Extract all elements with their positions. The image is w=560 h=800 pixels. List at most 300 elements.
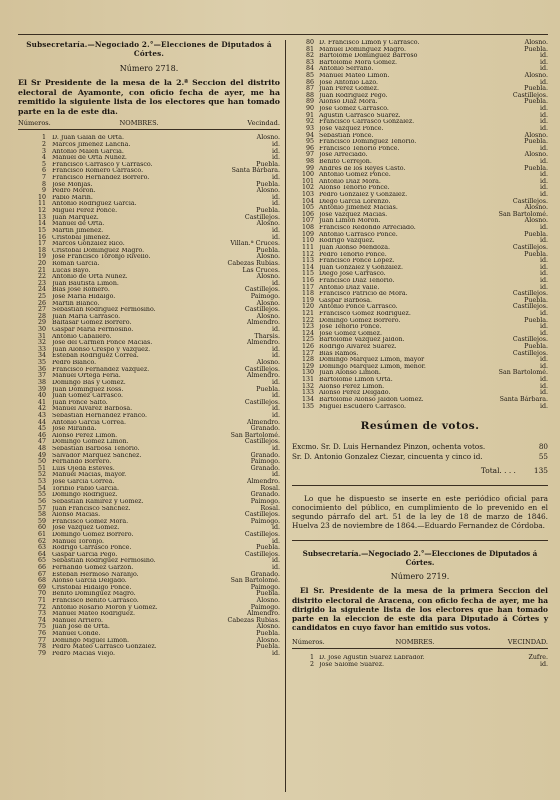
elector-name: José Antonio Lazo. <box>319 79 378 86</box>
elector-number: 125 <box>301 336 314 344</box>
elector-town: Alosno. <box>256 623 280 631</box>
elector-name: Gaspar Barbosa. <box>319 297 373 304</box>
elector-town: id. <box>271 352 280 360</box>
elector-number: 7 <box>41 174 46 182</box>
list-item <box>292 192 548 199</box>
elector-name: Bartolomé Limon Orta. <box>319 377 393 384</box>
elector-name: D. José Agustin Suarez Labrador. <box>319 655 425 662</box>
list-item <box>18 472 280 479</box>
elector-name: Francisco Fernandez Vazquez. <box>52 366 150 373</box>
elector-name: Juan Dominguez Ross. <box>52 386 124 393</box>
elector-town: id. <box>271 279 280 287</box>
elector-list <box>18 135 280 657</box>
elector-name: Pablo Marin. <box>52 194 93 201</box>
elector-name: Pedro Mateo Carrasco Gonzalez. <box>52 644 157 651</box>
elector-town: Castillejos. <box>512 290 548 298</box>
elector-name: Manuel Mateo Rodriguez. <box>52 611 136 618</box>
header-names-2: NOMBRES. <box>395 638 435 647</box>
elector-town: Paimogo. <box>250 497 280 505</box>
list-item <box>18 380 280 387</box>
list-item <box>292 238 548 245</box>
elector-name: Domingo Márquez Limon, mayor <box>319 357 425 364</box>
elector-number: 100 <box>301 171 314 179</box>
elector-number: 53 <box>37 478 46 486</box>
elector-town: id. <box>539 177 548 185</box>
elector-number: 82 <box>305 52 314 60</box>
elector-number: 23 <box>37 279 46 287</box>
list-item <box>292 40 548 47</box>
elector-name: Antonio Gomez Ponce. <box>319 172 391 179</box>
list-item <box>292 331 548 338</box>
elector-town: Alosno. <box>524 204 548 212</box>
elector-number: 22 <box>37 273 46 281</box>
elector-town: Alosno. <box>524 72 548 80</box>
elector-number: 130 <box>301 369 314 377</box>
elector-name: Manuel de Orta Nuñez. <box>52 155 127 162</box>
elector-name: Bartolomé Mora Gomez. <box>319 59 398 66</box>
elector-number: 120 <box>301 303 314 311</box>
elector-number: 81 <box>305 45 314 53</box>
list-item <box>18 578 280 585</box>
elector-number: 60 <box>37 524 46 532</box>
elector-number: 41 <box>37 398 46 406</box>
elector-name: Fernando Gomez Garzon. <box>52 564 134 571</box>
elector-number: 85 <box>305 72 314 80</box>
elector-number: 73 <box>37 610 46 618</box>
elector-name: José Salomé Suarez. <box>319 661 385 668</box>
list-item <box>292 225 548 232</box>
elector-name: Sebastian Ramirez y Gomez. <box>52 498 144 505</box>
elector-number: 87 <box>305 85 314 93</box>
elector-town: id. <box>539 237 548 245</box>
list-item <box>18 433 280 440</box>
header-numbers: Números. <box>18 119 51 128</box>
elector-town: Puebla. <box>524 343 548 351</box>
elector-town: Paimogo. <box>250 293 280 300</box>
elector-town: id. <box>271 345 280 353</box>
elector-number: 62 <box>37 537 46 545</box>
list-item <box>18 241 280 248</box>
elector-town: id. <box>539 184 548 192</box>
elector-number: 123 <box>301 323 314 331</box>
elector-name: Agustin Carrasco Suarez. <box>319 112 401 119</box>
elector-number: 58 <box>37 511 46 519</box>
elector-number: 79 <box>37 649 46 657</box>
elector-name: Juan María Carrasco. <box>52 313 121 320</box>
elector-town: Almendro. <box>246 610 280 618</box>
elector-name: Alonso Macías. <box>52 512 101 519</box>
list-item <box>18 149 280 156</box>
elector-name: Francisco Patricio de Mora. <box>319 291 408 298</box>
list-item <box>18 274 280 281</box>
list-item <box>292 404 548 411</box>
list-item <box>18 598 280 605</box>
elector-town: San Bartolomé. <box>498 369 548 377</box>
elector-number: 102 <box>301 184 314 192</box>
elector-town: Alosno. <box>256 220 280 228</box>
elector-name: Juan Alonso Crespo y Vazquez. <box>52 346 151 353</box>
elector-town: Puebla. <box>524 164 548 172</box>
list-item <box>18 413 280 420</box>
list-item <box>18 360 280 367</box>
list-item <box>18 367 280 374</box>
elector-number: 128 <box>301 356 314 364</box>
elector-town: Alosno. <box>524 131 548 139</box>
list-item <box>18 624 280 631</box>
elector-number: 127 <box>301 349 314 357</box>
elector-name: Francisco Dominguez Tenorio. <box>319 139 417 146</box>
elector-town: id. <box>539 171 548 179</box>
elector-number: 80 <box>305 39 314 46</box>
list-item <box>18 506 280 513</box>
elector-name: Antonio Jimenez Macías. <box>319 205 398 212</box>
header-numbers-2: Números. <box>292 638 325 647</box>
elector-name: Manuel Ortega Feria. <box>52 373 121 380</box>
list-item <box>292 185 548 192</box>
elector-name: Sebastian Ponce. <box>319 132 374 139</box>
elector-town: id. <box>539 105 548 113</box>
elector-name: Antonio Caballero. <box>52 333 112 340</box>
elector-town: id. <box>539 270 548 278</box>
elector-town: Alosno. <box>256 312 280 320</box>
list-item <box>292 80 548 87</box>
elector-town: Alosno. <box>256 187 280 195</box>
elector-name: Sebastian Barbosa Tenorio. <box>52 446 140 453</box>
list-item <box>292 93 548 100</box>
elector-town: id. <box>539 124 548 132</box>
elector-name: Martin Blanco. <box>52 300 100 307</box>
elector-number: 6 <box>41 167 46 175</box>
list-item <box>18 644 280 651</box>
elector-name: Francisco Ponce Lopez. <box>319 258 395 265</box>
list-item <box>18 314 280 321</box>
elector-name: Diego José Carrasco. <box>319 271 386 278</box>
elector-name: Juan Alonso Limon. <box>319 370 381 377</box>
elector-town: Tharsis. <box>254 332 280 340</box>
elector-town: id. <box>539 362 548 370</box>
elector-number: 9 <box>41 187 46 195</box>
elector-number: 29 <box>37 319 46 327</box>
elector-list-continued <box>292 40 548 410</box>
elector-name: D. Francisco Limon y Carrasco. <box>319 40 420 46</box>
right-column <box>292 40 548 669</box>
elector-town: Puebla. <box>524 85 548 93</box>
list-item <box>292 351 548 358</box>
list-item <box>18 446 280 453</box>
elector-town: id. <box>539 118 548 126</box>
elector-name: Rodrigo Carrasco Ponce. <box>52 545 132 552</box>
elector-town: id. <box>271 557 280 565</box>
elector-town: Castillejos. <box>244 438 280 446</box>
elector-town: id. <box>539 257 548 265</box>
elector-name: Antonio Ponce Carrasco. <box>319 304 398 311</box>
elector-town: Almendro. <box>246 372 280 380</box>
list-item <box>292 384 548 391</box>
list-item <box>18 347 280 354</box>
list-item <box>292 232 548 239</box>
elector-town: Castillejos. <box>512 197 548 205</box>
elector-name: Antonio de Orta Nuñez. <box>52 274 128 281</box>
elector-name: Luis Ojeda Esteves. <box>52 465 115 472</box>
elector-town: Alosno. <box>524 217 548 225</box>
elector-number: 42 <box>37 405 46 413</box>
list-item <box>18 565 280 572</box>
elector-name: José García Correa. <box>52 479 115 486</box>
elector-name: Benito Cerrejon. <box>319 158 372 165</box>
elector-number: 109 <box>301 230 314 238</box>
elector-town: Castillejos. <box>512 303 548 311</box>
elector-town: id. <box>539 78 548 86</box>
elector-town: Paimogo. <box>250 603 280 611</box>
elector-number: 74 <box>37 616 46 624</box>
elector-town: Granado. <box>250 425 280 433</box>
elector-town: id. <box>539 356 548 364</box>
elector-name: José María Hidalgo. <box>52 294 116 300</box>
elector-name: Roman García. <box>52 260 100 267</box>
elector-town: Castillejos. <box>244 286 280 294</box>
list-item <box>18 135 280 142</box>
elector-town: Puebla. <box>256 385 280 393</box>
elector-number: 48 <box>37 445 46 453</box>
elector-number: 78 <box>37 643 46 651</box>
list-item <box>18 486 280 493</box>
list-item <box>18 287 280 294</box>
elector-number: 76 <box>37 630 46 638</box>
elector-town: id. <box>271 649 280 657</box>
list-item <box>292 179 548 186</box>
elector-town: id. <box>271 226 280 234</box>
elector-town: Alosno. <box>256 359 280 367</box>
list-item <box>18 552 280 559</box>
elector-number: 69 <box>37 583 46 591</box>
elector-number: 2 <box>41 140 46 148</box>
elector-number: 11 <box>37 200 46 208</box>
elector-town: Almendro. <box>246 478 280 486</box>
elector-number: 37 <box>37 372 46 380</box>
list-item <box>292 166 548 173</box>
elector-number: 13 <box>37 213 46 221</box>
elector-town: Puebla. <box>256 207 280 215</box>
list-item <box>18 466 280 473</box>
elector-town: Castillejos. <box>244 306 280 314</box>
elector-town: Alosno. <box>256 273 280 281</box>
elector-town: Rosal. <box>260 504 280 512</box>
header-town: Vecindad. <box>247 119 280 128</box>
list-item <box>292 47 548 54</box>
list-item <box>18 393 280 400</box>
elector-name: José Gomez Gomez. <box>319 330 382 337</box>
list-item <box>18 281 280 288</box>
elector-number: 49 <box>37 451 46 459</box>
list-item <box>292 337 548 344</box>
elector-name: Alonso Perez Limon. <box>319 383 385 390</box>
elector-number: 33 <box>37 345 46 353</box>
list-item <box>292 291 548 298</box>
elector-town: Alosno. <box>256 134 280 142</box>
elector-number: 110 <box>301 237 314 245</box>
elector-name: Pedro Blanco. <box>52 360 97 367</box>
elector-name: Francisco Benito Carrasco. <box>52 598 139 605</box>
list-item <box>292 318 548 325</box>
elector-town: Castillejos. <box>244 365 280 373</box>
elector-town: Puebla. <box>256 246 280 254</box>
elector-number: 122 <box>301 316 314 324</box>
section-heading: Subsecretaría.—Negociado 2.°—Elecciones de Diputados á Córtes. <box>26 40 272 58</box>
elector-name: Domingo Gomez Limon. <box>52 439 129 446</box>
elector-number: 134 <box>301 395 314 403</box>
list-item <box>18 585 280 592</box>
elector-name: José Tenorio Ponce. <box>319 324 382 331</box>
elector-name: Manuel Toronjo. <box>52 538 105 545</box>
list-item <box>18 208 280 215</box>
elector-town: id. <box>271 392 280 400</box>
list-item <box>292 357 548 364</box>
list-item <box>292 278 548 285</box>
elector-town: id. <box>271 326 280 334</box>
elector-number: 19 <box>37 253 46 261</box>
elector-name: Antonio Rosario Moron y Gomez. <box>52 604 158 611</box>
elector-number: 34 <box>37 352 46 360</box>
elector-number: 92 <box>305 118 314 126</box>
elector-name: Blas Ramos. <box>319 350 359 357</box>
elector-number: 52 <box>37 471 46 479</box>
list-item <box>18 512 280 519</box>
elector-town: Paimogo. <box>250 583 280 591</box>
list-item <box>18 406 280 413</box>
list-item <box>18 651 280 658</box>
elector-town: Paimogo. <box>250 517 280 525</box>
elector-number: 66 <box>37 563 46 571</box>
elector-name: Juan Gonzalez y Gonzalez. <box>319 264 403 271</box>
elector-name: Juan Francisco Sanchez. <box>52 505 131 512</box>
elector-name: Manuel Arriero. <box>52 617 104 624</box>
list-item <box>18 195 280 202</box>
elector-name: Juan Márquez. <box>52 214 99 221</box>
elector-name: Estéban Rodriguez Correa. <box>52 353 139 360</box>
elector-number: 2 <box>309 660 314 668</box>
elector-number: 26 <box>37 299 46 307</box>
elector-town: id. <box>539 402 548 410</box>
elector-number: 51 <box>37 464 46 472</box>
list-item <box>18 142 280 149</box>
list-item <box>292 370 548 377</box>
elector-town: Puebla. <box>256 630 280 638</box>
elector-number: 116 <box>301 276 314 284</box>
elector-number: 77 <box>37 636 46 644</box>
elector-name: Estéban Hermoso Naranjo. <box>52 571 139 578</box>
list-item <box>18 334 280 341</box>
list-item <box>18 532 280 539</box>
list-item <box>292 133 548 140</box>
elector-number: 1 <box>309 654 314 662</box>
elector-town: id. <box>271 471 280 479</box>
elector-town: Castillejos. <box>512 91 548 99</box>
elector-town: Zufre. <box>528 654 548 662</box>
elector-number: 4 <box>41 154 46 162</box>
section-rule <box>292 485 548 486</box>
elector-number: 111 <box>301 243 314 251</box>
list-item <box>18 631 280 638</box>
elector-name: Pedro Tenorio Ponce. <box>319 251 387 258</box>
list-item <box>18 155 280 162</box>
list-item <box>292 66 548 73</box>
elector-name: Blas José Romero. <box>52 287 110 294</box>
elector-name: Cristóbal Jimenez. <box>52 234 111 241</box>
elector-name: José Vazquez Ponce. <box>319 125 384 132</box>
elector-town: id. <box>271 537 280 545</box>
elector-number: 103 <box>301 191 314 199</box>
elector-number: 91 <box>305 111 314 119</box>
elector-name: Pedro Moron. <box>52 188 96 195</box>
elector-name: Domingo Márquez Limon, menor. <box>319 363 426 370</box>
elector-number: 118 <box>301 290 314 298</box>
elector-number: 46 <box>37 431 46 439</box>
elector-name: Antonio Diaz Mora. <box>319 178 381 185</box>
elector-town: Castillejos. <box>512 336 548 344</box>
list-item <box>292 662 548 669</box>
list-item <box>18 201 280 208</box>
elector-name: Bartolomé Vazquez Jaldon. <box>319 337 405 344</box>
elector-name: Martin Jimenez. <box>52 227 104 234</box>
elector-town: Alosno. <box>256 636 280 644</box>
elector-name: Antonio García Correa. <box>52 419 126 426</box>
elector-town: Almendro. <box>246 339 280 347</box>
elector-name: Alonso García Delgado. <box>52 578 127 585</box>
elector-town: Puebla. <box>256 544 280 552</box>
elector-name: Manuel de Orta. <box>52 221 105 228</box>
elector-name: Manuel Conde. <box>52 631 101 638</box>
elector-town: id. <box>539 660 548 668</box>
elector-number: 119 <box>301 296 314 304</box>
elector-number: 124 <box>301 329 314 337</box>
elector-name: Antonio Rodriguez García. <box>52 201 137 208</box>
elector-town: id. <box>271 140 280 148</box>
list-item <box>18 400 280 407</box>
elector-number: 107 <box>301 217 314 225</box>
elector-number: 83 <box>305 58 314 66</box>
list-item <box>18 492 280 499</box>
elector-number: 17 <box>37 240 46 248</box>
elector-town: Puebla. <box>524 296 548 304</box>
elector-name: José Arreciado. <box>319 152 368 159</box>
elector-name: Francisco Tenorio Ponce. <box>319 145 400 152</box>
elector-name: Sebastian Rodriguez Fermosiño. <box>52 307 156 314</box>
list-item <box>18 327 280 334</box>
list-item <box>292 73 548 80</box>
list-column-headers-2 <box>292 638 548 649</box>
elector-town: Almendro. <box>246 319 280 327</box>
elector-name: Antonio Serrano. <box>319 66 374 73</box>
elector-town: San Bartolomé. <box>230 431 280 439</box>
elector-town: Cabezas Rubias. <box>227 616 280 624</box>
elector-number: 133 <box>301 389 314 397</box>
elector-town: id. <box>539 157 548 165</box>
elector-town: Puebla. <box>256 180 280 188</box>
list-item <box>18 373 280 380</box>
elector-name: Francisco Gomez Rodriguez. <box>319 310 411 317</box>
elector-number: 121 <box>301 309 314 317</box>
summary-title: Resúmen de votos. <box>360 420 480 433</box>
elector-number: 14 <box>37 220 46 228</box>
list-item <box>18 605 280 612</box>
total-line <box>292 466 548 475</box>
elector-town: id. <box>271 445 280 453</box>
elector-number: 68 <box>37 577 46 585</box>
elector-town: id. <box>539 283 548 291</box>
elector-town: Almendro. <box>246 418 280 426</box>
summary-line <box>292 452 548 461</box>
elector-name: Fernando Borrero. <box>52 459 112 466</box>
